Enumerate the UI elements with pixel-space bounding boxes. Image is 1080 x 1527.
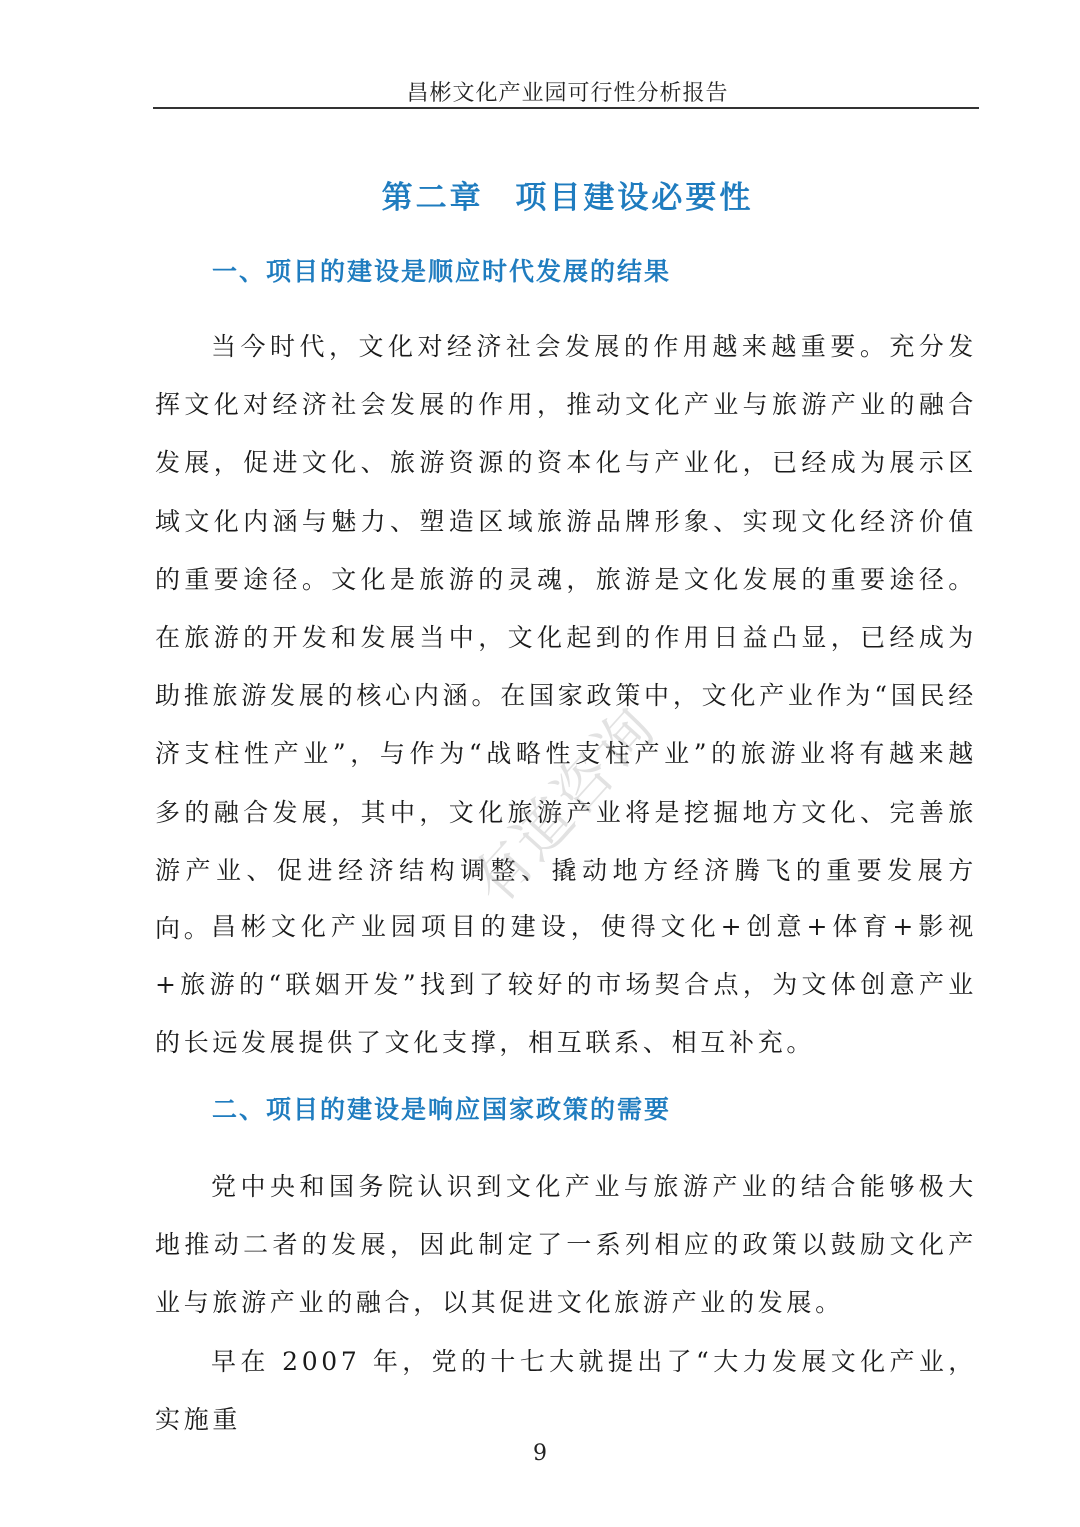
section-heading-2: 二、项目的建设是响应国家政策的需要 <box>212 1095 672 1124</box>
section-heading-1: 一、项目的建设是顺应时代发展的结果 <box>212 257 672 286</box>
paragraph: 当今时代，文化对经济社会发展的作用越来越重要。充分发挥文化对经济社会发展的作用，推动文化产业与旅游产业的融合发展，促进文化、旅游资源的资本化与产业化，已经成为展示区域文化内涵与魅力、塑造区域旅游品牌形象、实现文化经济价值的重要途径。文化是旅游的灵魂，旅游是文化发展的重要途径。在旅游的开发和发展当中，文化起到的作用日益凸显，已经成为助推旅游发展的核心内涵。在国家政策中，文化产业作为“国民经济支柱性产业”，与作为“战略性支柱产业”的旅游业将有越来越多的融合发展，其中，文化旅游产业将是挖掘地方文化、完善旅游产业、促进经济结构调整、撬动地方经济腾飞的重要发展方向。 <box>155 332 977 944</box>
chapter-title: 第二章 项目建设必要性 <box>381 180 754 216</box>
running-header: 昌彬文化产业园可行性分析报告 <box>406 81 729 106</box>
header-divider <box>153 107 979 109</box>
page-number: 9 <box>533 1441 547 1466</box>
paragraph: 早在 2007 年，党的十七大就提出了“大力发展文化产业，实施重 <box>155 1347 977 1435</box>
watermark: 有道咨询 <box>458 693 670 918</box>
paragraph: 昌彬文化产业园项目的建设，使得文化+创意+体育+影视+旅游的“联姻开发”找到了较好的市场契合点，为文体创意产业的长远发展提供了文化支撑，相互联系、相互补充。 <box>155 912 977 1058</box>
paragraph: 党中央和国务院认识到文化产业与旅游产业的结合能够极大地推动二者的发展，因此制定了一系列相应的政策以鼓励文化产业与旅游产业的融合，以其促进文化旅游产业的发展。 <box>155 1172 977 1318</box>
